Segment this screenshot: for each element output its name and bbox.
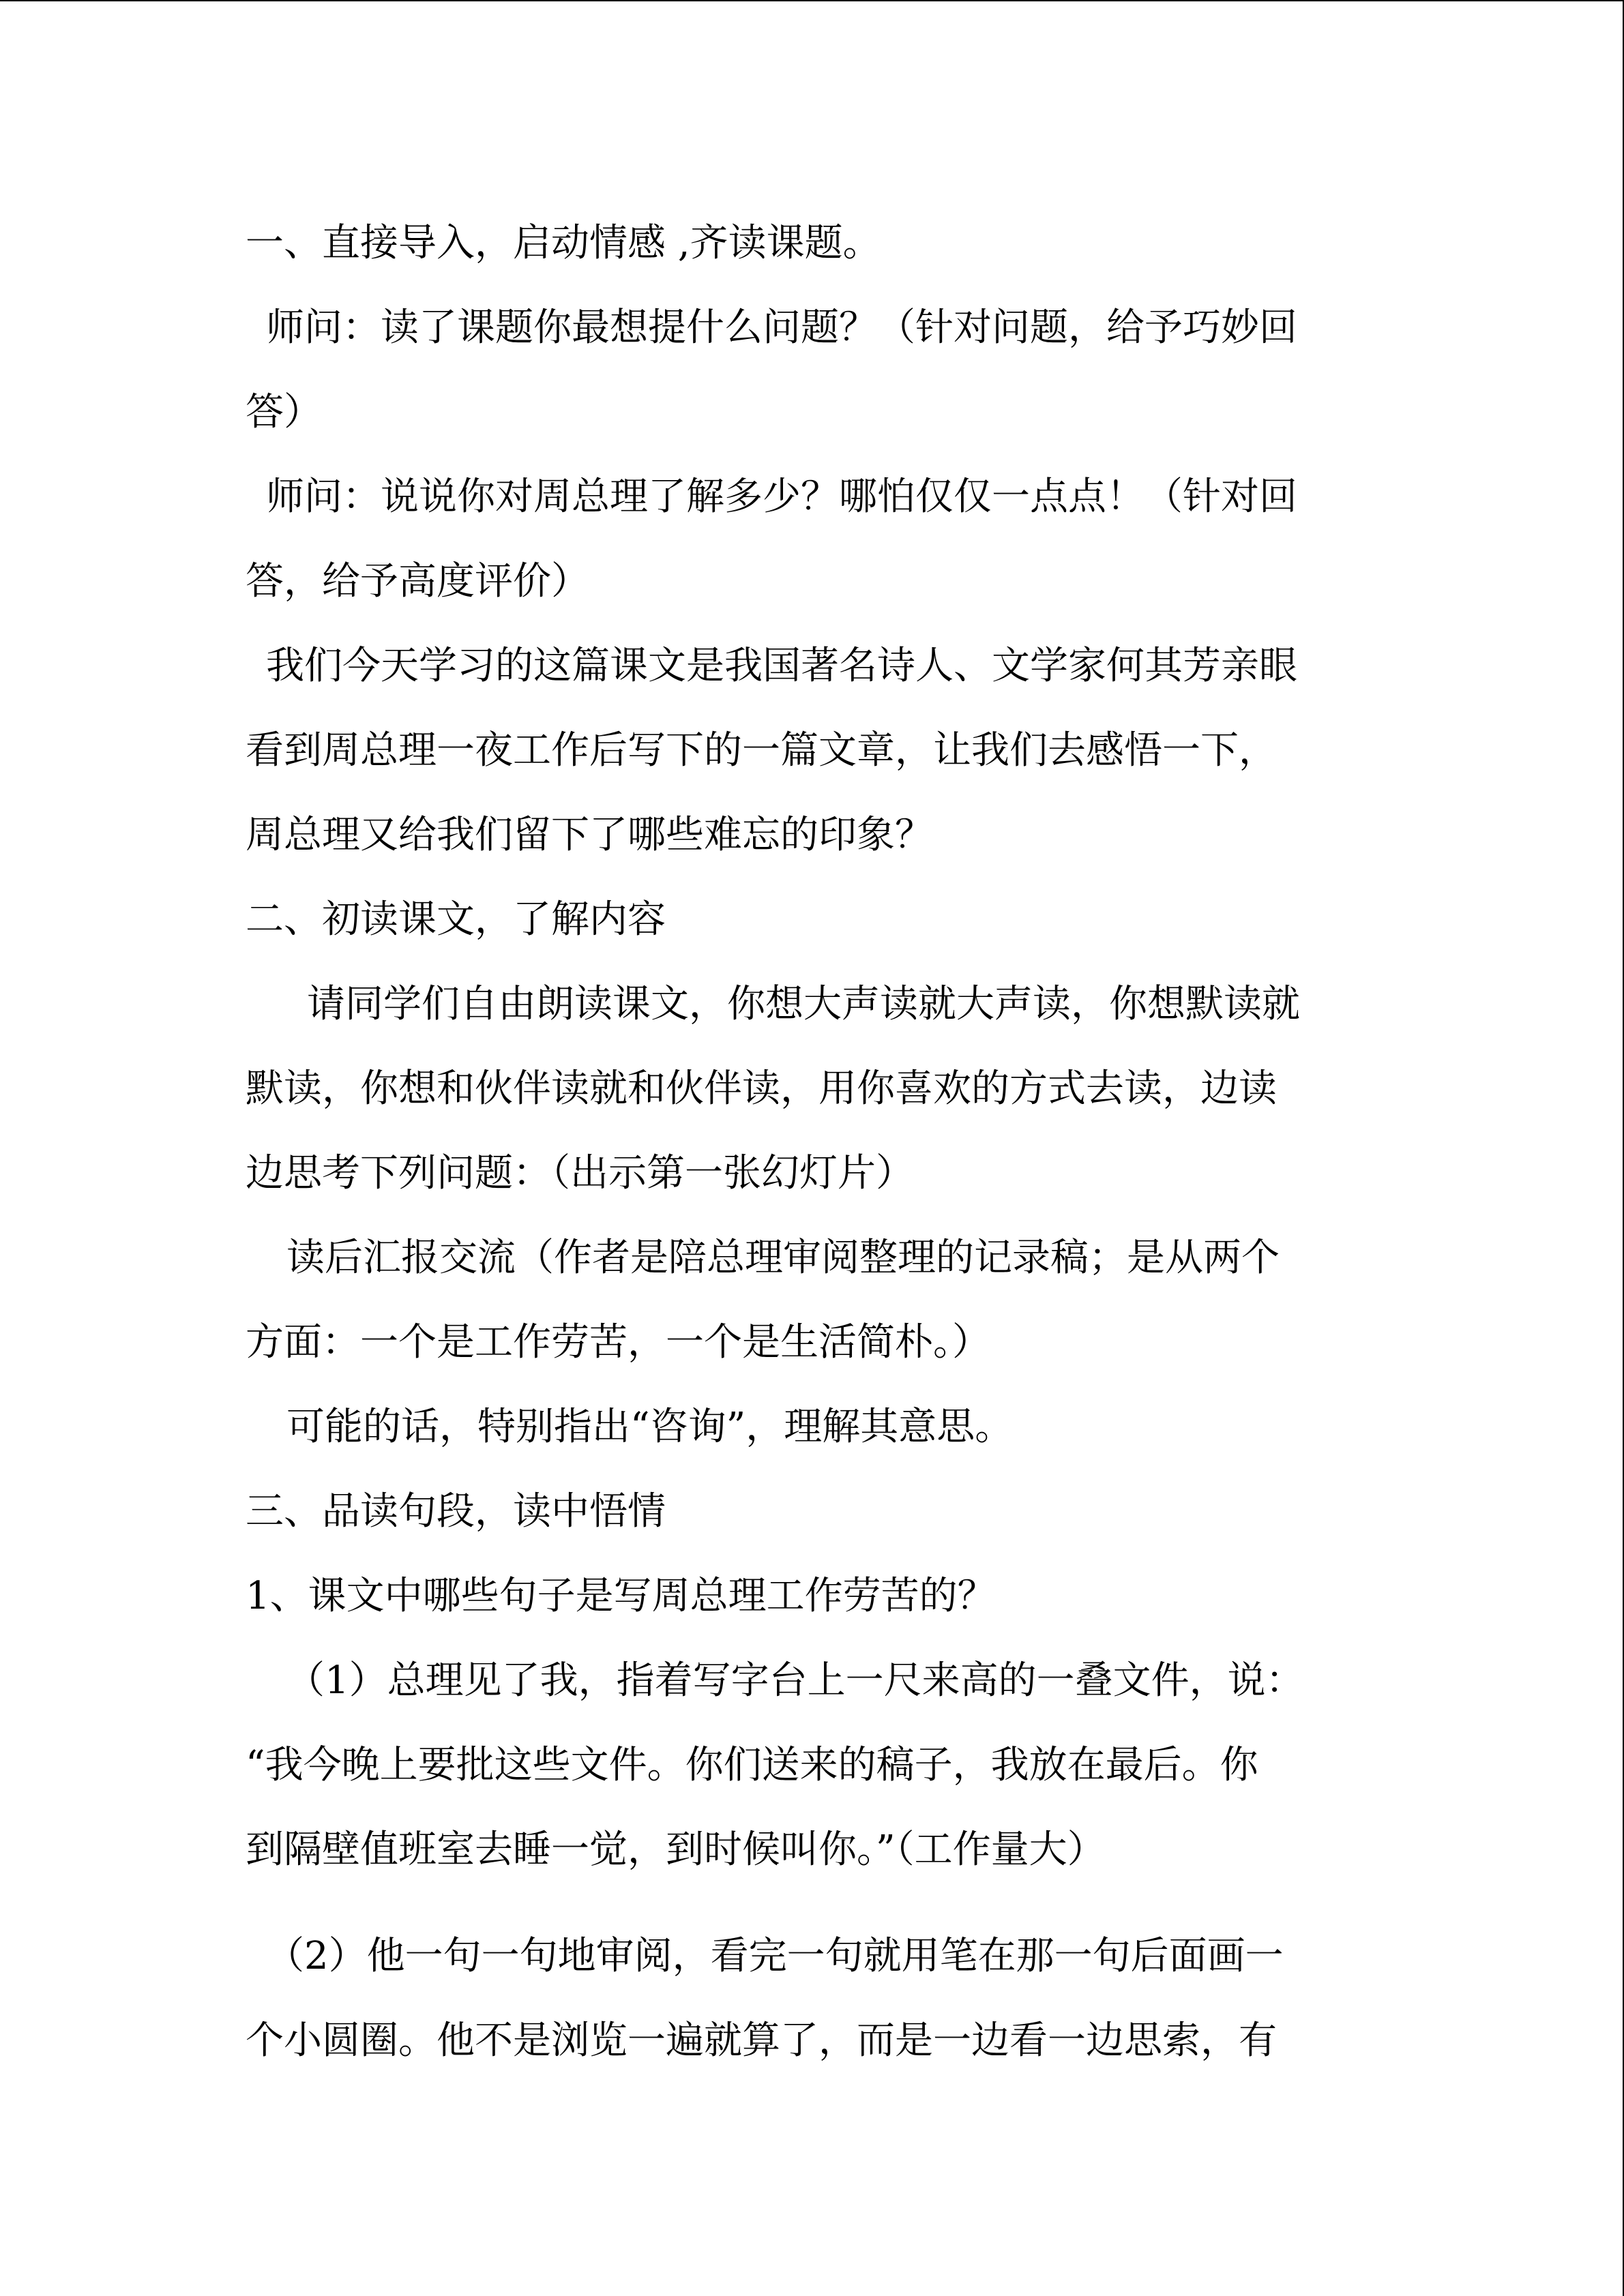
paragraph-line: 答） [246,390,322,434]
paragraph-line: 我们今天学习的这篇课文是我国著名诗人、文学家何其芳亲眼 [266,644,1297,688]
list-item: 1、课文中哪些句子是写周总理工作劳苦的？ [246,1574,996,1618]
paragraph-line: 师问：说说你对周总理了解多少？哪怕仅仅一点点！（针对回 [266,475,1297,519]
paragraph-line: 周总理又给我们留下了哪些难忘的印象？ [246,813,933,857]
section-heading-2: 二、初读课文，了解内容 [246,897,666,942]
quote-line: “我今晚上要批这些文件。你们送来的稿子，我放在最后。你 [246,1743,1258,1787]
paragraph-line: 边思考下列问题：（出示第一张幻灯片） [246,1151,914,1195]
quote-line: 个小圆圈。他不是浏览一遍就算了，而是一边看一边思索，有 [246,2018,1277,2063]
paragraph-line: 师问：读了课题你最想提什么问题？（针对问题，给予巧妙回 [266,305,1297,350]
document-body [246,201,1378,2083]
section-heading-3: 三、品读句段，读中悟情 [246,1489,666,1534]
paragraph-line: 读后汇报交流（作者是陪总理审阅整理的记录稿；是从两个 [286,1236,1280,1280]
quote-line: 到隔壁值班室去睡一觉，到时候叫你。”（工作量大） [246,1828,1106,1872]
quote-line: （1）总理见了我，指着写字台上一尺来高的一叠文件，说： [286,1658,1304,1703]
paragraph-line: 请同学们自由朗读课文，你想大声读就大声读，你想默读就 [307,982,1300,1026]
paragraph-line: 看到周总理一夜工作后写下的一篇文章，让我们去感悟一下， [246,728,1277,773]
quote-line: （2）他一句一句地审阅，看完一句就用笔在那一句后面画一 [266,1934,1284,1978]
section-heading-1: 一、直接导入，启动情感 ,齐读课题。 [246,221,881,265]
paragraph-line: 方面：一个是工作劳苦，一个是生活简朴。） [246,1320,990,1365]
paragraph-line: 可能的话，特别指出“咨询”，理解其意思。 [286,1405,1014,1449]
paragraph-line: 默读，你想和伙伴读就和伙伴读，用你喜欢的方式去读，边读 [246,1067,1277,1111]
paragraph-line: 答，给予高度评价） [246,559,589,603]
